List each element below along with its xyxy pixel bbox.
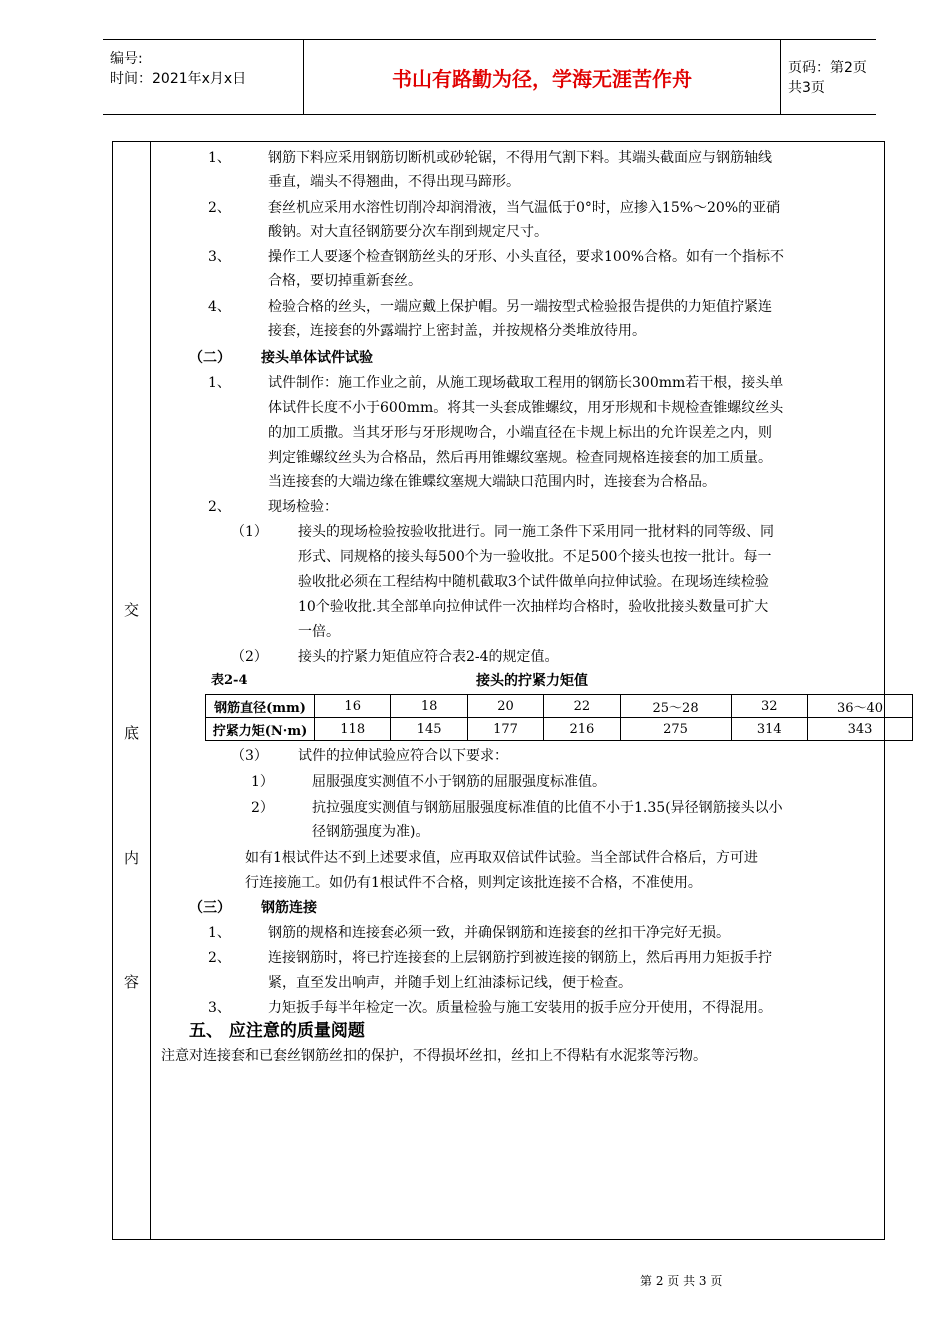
- number-label: 编号:: [110, 51, 143, 67]
- side-label-column: [113, 142, 151, 1239]
- item-line: 钢筋的规格和连接套必须一致，并确保钢筋和连接套的丝扣干净完好无损。: [268, 925, 730, 941]
- item-number: 1、: [208, 925, 231, 941]
- sub-line: 接头的拧紧力矩值应符合表2-4的规定值。: [298, 649, 559, 665]
- item-number: 3、: [208, 1000, 231, 1016]
- sub-number: （1）: [231, 524, 268, 540]
- table-cell: 177: [467, 718, 543, 741]
- section5-text: 注意对连接套和已套丝钢筋丝扣的保护，不得损坏丝扣，丝扣上不得粘有水泥浆等污物。: [161, 1048, 707, 1064]
- side-label-2: 底: [123, 724, 139, 742]
- item-line: 检验合格的丝头，一端应戴上保护帽。另一端按型式检验报告提供的力矩值拧紧连: [268, 299, 772, 315]
- item-number: 2、: [208, 499, 231, 515]
- side-label-3: 内: [123, 849, 139, 867]
- table-cell: 216: [544, 718, 620, 741]
- sub-line: 接头的现场检验按验收批进行。同一施工条件下采用同一批材料的同等级、同: [298, 524, 774, 540]
- req-number: 1）: [251, 774, 274, 790]
- section-title: 接头单体试件试验: [261, 350, 373, 366]
- table-cell: 16: [315, 695, 391, 718]
- table-cell: 20: [467, 695, 543, 718]
- section5-title: 五、 应注意的质量阅题: [189, 1021, 365, 1041]
- table-header: 拧紧力矩(N·m): [206, 718, 315, 741]
- item-line: 紧，直至发出响声，并随手划上红油漆标记线，便于检查。: [268, 975, 632, 991]
- item-number: 1、: [208, 375, 231, 391]
- table-cell: 36～40: [808, 695, 913, 718]
- req-number: 2）: [251, 800, 274, 816]
- item-title: 现场检验：: [268, 499, 338, 515]
- item-line: 合格，要切掉重新套丝。: [268, 273, 422, 289]
- section-number: （三）: [189, 900, 231, 916]
- item-line: 判定锥螺纹丝头为合格品，然后再用锥螺纹塞规。检查同规格连接套的加工质量。: [268, 450, 772, 466]
- side-label-4: 容: [123, 973, 139, 991]
- item-line: 接套，连接套的外露端拧上密封盖，并按规格分类堆放待用。: [268, 323, 646, 339]
- item-line: 当连接套的大端边缘在锥蝶纹塞规大端缺口范围内时，连接套为合格品。: [268, 474, 716, 490]
- content-area: [151, 142, 884, 1239]
- sub-line: 10个验收批.其全部单向拉伸试件一次抽样均合格时，验收批接头数量可扩大: [298, 599, 769, 615]
- table-cell: 145: [391, 718, 467, 741]
- table-row: [206, 718, 913, 741]
- item-line: 体试件长度不小于600mm。将其一头套成锥螺纹，用牙形规和卡规检查锥螺纹丝头: [268, 400, 784, 416]
- page-header: [103, 39, 876, 115]
- motto: 书山有路勤为径，学海无涯苦作舟: [303, 40, 781, 114]
- date-label: 时间：2021年x月x日: [110, 71, 247, 87]
- disclosure-box: [112, 141, 885, 1240]
- sub-number: （2）: [231, 649, 268, 665]
- item-number: 4、: [208, 299, 231, 315]
- retest-line: 如有1根试件达不到上述要求值，应再取双倍试件试验。当全部试件合格后，方可进: [245, 850, 758, 866]
- sub-line: 一倍。: [298, 624, 340, 640]
- table-cell: 275: [620, 718, 731, 741]
- table-cell: 32: [731, 695, 807, 718]
- retest-line: 行连接施工。如仍有1根试件不合格，则判定该批连接不合格，不准使用。: [245, 875, 702, 891]
- req-line: 抗拉强度实测值与钢筋屈服强度标准值的比值不小于1.35(异径钢筋接头以小: [312, 800, 783, 816]
- item-number: 2、: [208, 200, 231, 216]
- table-label: 表2-4: [211, 673, 248, 688]
- item-line: 的加工质撒。当其牙形与牙形规吻合，小端直径在卡规上标出的允许误差之内，则: [268, 425, 772, 441]
- sub-line: 试件的拉伸试验应符合以下要求：: [298, 748, 508, 764]
- torque-table: [205, 694, 913, 741]
- sub-line: 形式、同规格的接头每500个为一验收批。不足500个接头也按一批计。每一: [298, 549, 772, 565]
- item-line: 力矩扳手每半年检定一次。质量检验与施工安装用的扳手应分开使用，不得混用。: [268, 1000, 772, 1016]
- table-title: 接头的拧紧力矩值: [476, 673, 588, 689]
- table-cell: 18: [391, 695, 467, 718]
- item-number: 1、: [208, 150, 231, 166]
- table-cell: 118: [315, 718, 391, 741]
- sub-line: 验收批必须在工程结构中随机截取3个试件做单向拉伸试验。在现场连续检验: [298, 574, 769, 590]
- item-number: 2、: [208, 950, 231, 966]
- table-header: 钢筋直径(mm): [206, 695, 315, 718]
- page-info: 页码：第2页 共3页: [788, 60, 867, 96]
- item-line: 试件制作：施工作业之前，从施工现场截取工程用的钢筋长300mm若干根，接头单: [268, 375, 784, 391]
- item-line: 连接钢筋时，将已拧连接套的上层钢筋拧到被连接的钢筋上，然后再用力矩扳手拧: [268, 950, 772, 966]
- table-row: [206, 695, 913, 718]
- item-line: 操作工人要逐个检查钢筋丝头的牙形、小头直径，要求100%合格。如有一个指标不: [268, 249, 785, 265]
- table-cell: 25～28: [620, 695, 731, 718]
- item-number: 3、: [208, 249, 231, 265]
- sub-number: （3）: [231, 748, 268, 764]
- table-cell: 343: [808, 718, 913, 741]
- table-cell: 22: [544, 695, 620, 718]
- section-title: 钢筋连接: [261, 900, 317, 916]
- page-footer: 第 2 页 共 3 页: [640, 1274, 723, 1288]
- req-line: 径钢筋强度为准)。: [312, 824, 430, 840]
- item-line: 钢筋下料应采用钢筋切断机或砂轮锯，不得用气割下料。其端头截面应与钢筋轴线: [268, 150, 772, 166]
- section-number: （二）: [189, 350, 231, 366]
- req-line: 屈服强度实测值不小于钢筋的屈服强度标准值。: [312, 774, 606, 790]
- item-line: 酸钠。对大直径钢筋要分次车削到规定尺寸。: [268, 224, 548, 240]
- item-line: 套丝机应采用水溶性切削冷却润滑液，当气温低于0°时，应掺入15%～20%的亚硝: [268, 200, 781, 216]
- header-info: [103, 40, 303, 114]
- item-line: 垂直，端头不得翘曲，不得出现马蹄形。: [268, 174, 520, 190]
- side-label-1: 交: [123, 601, 139, 619]
- table-cell: 314: [731, 718, 807, 741]
